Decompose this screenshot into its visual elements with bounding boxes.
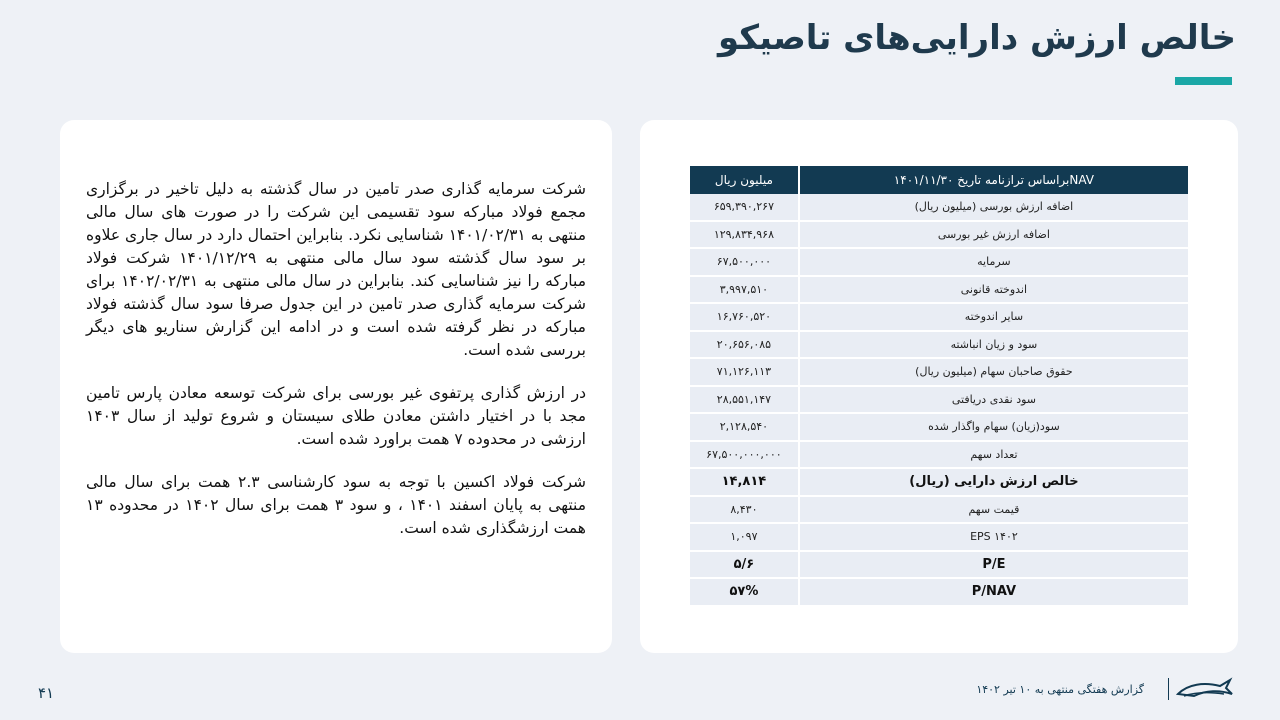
table-header-value: میلیون ریال (690, 166, 799, 194)
row-value: ۷۱,۱۲۶,۱۱۳ (690, 358, 799, 386)
table-row (690, 523, 1188, 551)
table-row (690, 276, 1188, 304)
row-label: قیمت سهم (799, 496, 1188, 524)
table-row (690, 578, 1188, 606)
title-underline (1175, 77, 1232, 85)
table-row (690, 331, 1188, 359)
table-row (690, 441, 1188, 469)
analysis-text (86, 178, 586, 560)
paragraph: در ارزش گذاری پرتفوی غیر بورسی برای شرکت توسعه معادن پارس تامین مجد با در اختیار داشتن معادن طلای سیستان و شروع تولید از سال ۱۴۰۳ ارزشی در محدوده ۷ همت براورد شده است. (86, 384, 586, 448)
paragraph: شرکت سرمایه گذاری صدر تامین در سال گذشته به دلیل تاخیر در برگزاری مجمع فولاد مبارکه سود تقسیمی این شرکت را در صورت های سال مالی منتهی به ۱۴۰۱/۰۲/۳۱ شناسایی نکرد. بنابراین احتمال دارد در سال جاری علاوه بر سود سال گذشته سود سال مالی منتهی به ۱۴۰۱/۱۲/۲۹ شرکت فولاد مبارکه را نیز شناسایی کند. بنابراین در سال مالی منتهی به ۱۴۰۲/۰۲/۳۱ برای شرکت سرمایه گذاری صدر تامین در این جدول صرفا سود سال گذشته فولاد مبارکه در نظر گرفته شده است و در ادامه این گزارش سناریو های دیگر بررسی شده است. (86, 180, 586, 359)
row-label: سود و زیان انباشته (799, 331, 1188, 359)
table-row (690, 551, 1188, 579)
row-value: ۱,۰۹۷ (690, 523, 799, 551)
paragraph: شرکت فولاد اکسین با توجه به سود کارشناسی ۲.۳ همت برای سال مالی منتهی به پایان اسفند ۱۴۰۱ ، و سود ۳ همت برای سال ۱۴۰۲ در محدوده ۱۳ همت ارزشگذاری شده است. (86, 473, 586, 537)
row-label: اضافه ارزش بورسی (میلیون ریال) (799, 194, 1188, 221)
row-value: ۵۷% (690, 578, 799, 606)
table-row (690, 303, 1188, 331)
page-title: خالص ارزش دارایی‌های تاصیکو (717, 18, 1236, 58)
row-label: اضافه ارزش غیر بورسی (799, 221, 1188, 249)
row-value: ۶۵۹,۳۹۰,۲۶۷ (690, 194, 799, 221)
table-row (690, 358, 1188, 386)
row-label: P/NAV (799, 578, 1188, 606)
table-row (690, 194, 1188, 221)
row-label: اندوخته قانونی (799, 276, 1188, 304)
row-value: ۶۷,۵۰۰,۰۰۰ (690, 248, 799, 276)
table-header-label: NAVبراساس ترازنامه تاریخ ۱۴۰۱/۱۱/۳۰ (799, 166, 1188, 194)
row-value: ۵/۶ (690, 551, 799, 579)
row-label: خالص ارزش دارایی (ریال) (799, 468, 1188, 496)
table-row (690, 413, 1188, 441)
footer-report-text: گزارش هفتگی منتهی به ۱۰ تیر ۱۴۰۲ (976, 683, 1144, 696)
row-value: ۱۶,۷۶۰,۵۲۰ (690, 303, 799, 331)
table-row (690, 248, 1188, 276)
row-label: حقوق صاحبان سهام (میلیون ریال) (799, 358, 1188, 386)
row-value: ۲۸,۵۵۱,۱۴۷ (690, 386, 799, 414)
table-row (690, 386, 1188, 414)
row-label: سرمایه (799, 248, 1188, 276)
row-label: P/E (799, 551, 1188, 579)
table-header-row (690, 166, 1188, 194)
row-value: ۶۷,۵۰۰,۰۰۰,۰۰۰ (690, 441, 799, 469)
row-label: سود نقدی دریافتی (799, 386, 1188, 414)
row-label: سود(زیان) سهام واگذار شده (799, 413, 1188, 441)
row-label: تعداد سهم (799, 441, 1188, 469)
row-value: ۸,۴۳۰ (690, 496, 799, 524)
row-value: ۲,۱۲۸,۵۴۰ (690, 413, 799, 441)
table-row (690, 221, 1188, 249)
company-logo (1176, 676, 1234, 700)
row-value: ۳,۹۹۷,۵۱۰ (690, 276, 799, 304)
table-row (690, 496, 1188, 524)
table-row (690, 468, 1188, 496)
footer-divider (1168, 678, 1169, 700)
page-number: ۴۱ (38, 684, 55, 702)
row-label: EPS ۱۴۰۲ (799, 523, 1188, 551)
nav-table (690, 166, 1188, 607)
row-value: ۲۰,۶۵۶,۰۸۵ (690, 331, 799, 359)
row-label: سایر اندوخته (799, 303, 1188, 331)
row-value: ۱۴,۸۱۴ (690, 468, 799, 496)
row-value: ۱۲۹,۸۳۴,۹۶۸ (690, 221, 799, 249)
